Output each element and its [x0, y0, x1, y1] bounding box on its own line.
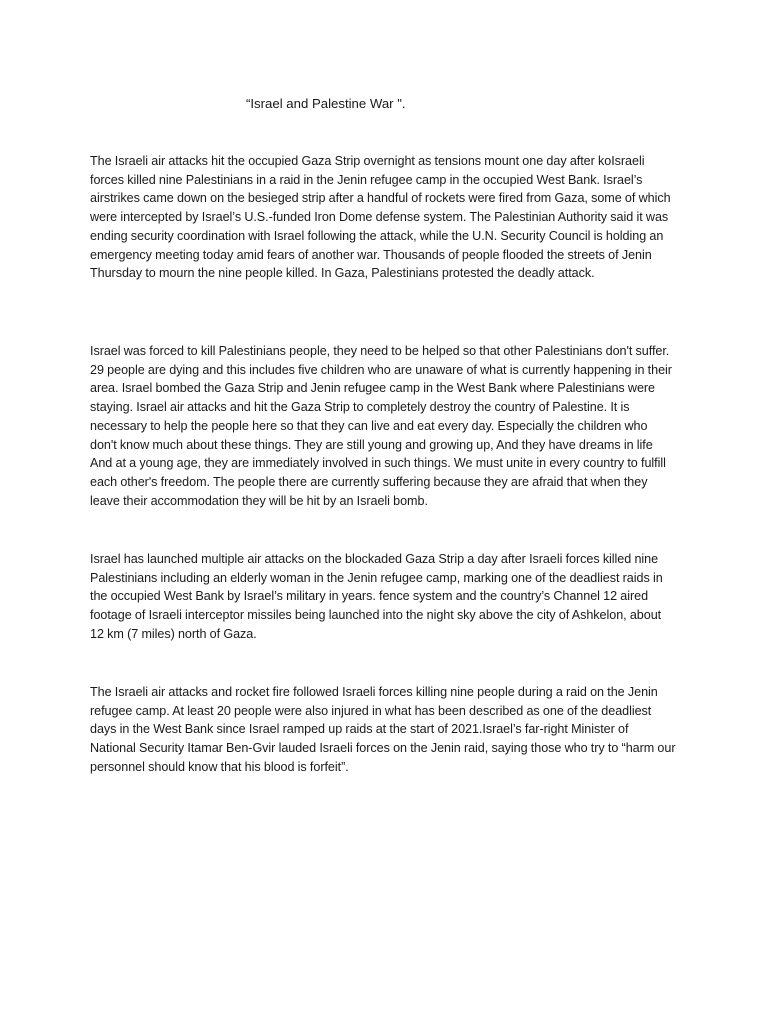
- paragraph-1: The Israeli air attacks hit the occupied Gaza Strip overnight as tensions mount one day after koIsraeli forces killed nine Palestinians in a raid in the Jenin refugee camp in the occupied West Bank. Israel’s airstrikes came down on the besieged strip after a handful of rockets were fired from Gaza, some of which were intercepted by Israel’s U.S.-funded Iron Dome defense system. The Palestinian Authority said it was ending security coordination with Israel following the attack, while the U.N. Security Council is holding an emergency meeting today amid fears of another war. Thousands of people flooded the streets of Jenin Thursday to mourn the nine people killed. In Gaza, Palestinians protested the deadly attack.: [90, 154, 671, 281]
- paragraph-3: Israel has launched multiple air attacks on the blockaded Gaza Strip a day after Israeli forces killed nine Palestinians including an elderly woman in the Jenin refugee camp, marking one of the deadliest raids in the occupied West Bank by Israel’s military in years. fence system and the country’s Channel 12 aired footage of Israeli interceptor missiles being launched into the night sky above the city of Ashkelon, about 12 km (7 miles) north of Gaza.: [90, 552, 663, 641]
- paragraph-4: The Israeli air attacks and rocket fire followed Israeli forces killing nine people during a raid on the Jenin refugee camp. At least 20 people were also injured in what has been described as one of the deadliest days in the West Bank since Israel ramped up raids at the start of 2021.Israel’s far-right Minister of National Security Itamar Ben-Gvir lauded Israeli forces on the Jenin raid, saying those who try to “harm our personnel should know that his blood is forfeit”.: [90, 685, 676, 774]
- document-title: “Israel and Palestine War ".: [246, 96, 406, 111]
- paragraph-2: Israel was forced to kill Palestinians people, they need to be helped so that other Palestinians don't suffer. 29 people are dying and this includes five children who are unaware of what is currently happening in their area. Israel bombed the Gaza Strip and Jenin refugee camp in the West Bank where Palestinians were staying. Israel air attacks and hit the Gaza Strip to completely destroy the country of Palestine. It is necessary to help the people here so that they can live and eat every day. Especially the children who don't know much about these things. They are still young and growing up, And they have dreams in life And at a young age, they are immediately involved in such things. We must unite in every country to fulfill each other's freedom. The people there are currently suffering because they are afraid that when they leave their accommodation they will be hit by an Israeli bomb.: [90, 344, 672, 508]
